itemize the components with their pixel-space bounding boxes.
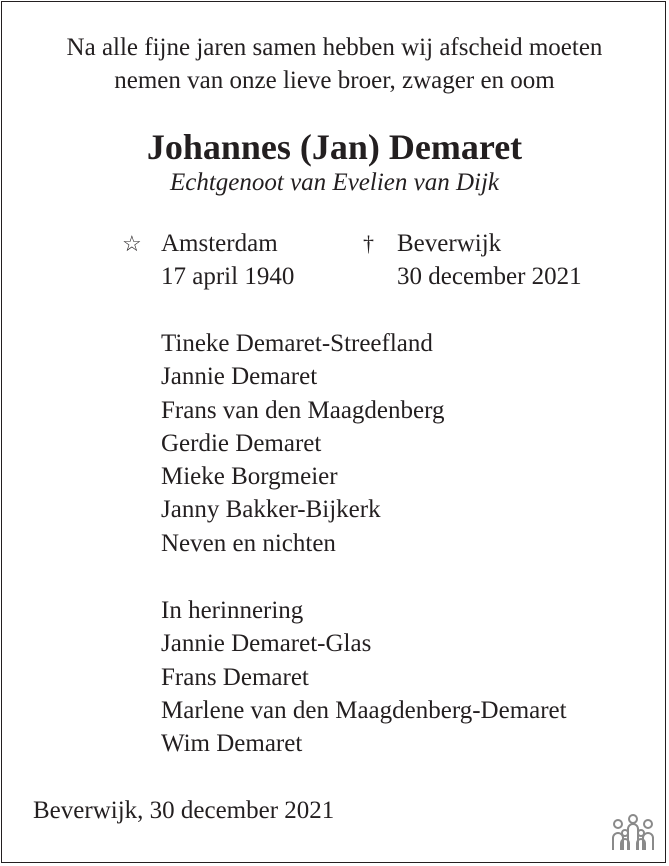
birth-date: 17 april 1940 xyxy=(161,263,295,290)
family-member: Frans van den Maagdenberg xyxy=(161,396,445,424)
memoriam-list xyxy=(161,594,567,760)
birth-star-icon: ☆ xyxy=(122,231,142,256)
deceased-subtitle: Echtgenoot van Evelien van Dijk xyxy=(169,169,500,196)
memoriam-name: Jannie Demaret-Glas xyxy=(161,630,372,658)
memoriam-heading: In herinnering xyxy=(161,597,304,624)
death-date: 30 december 2021 xyxy=(397,263,582,290)
family-member: Neven en nichten xyxy=(161,529,336,557)
family-member: Jannie Demaret xyxy=(161,363,318,391)
deceased-name: Johannes (Jan) Demaret xyxy=(146,127,523,167)
family-member: Janny Bakker-Bijkerk xyxy=(161,496,381,524)
memoriam-name: Frans Demaret xyxy=(161,663,309,691)
family-list xyxy=(161,327,444,560)
memoriam-name: Wim Demaret xyxy=(161,730,303,758)
death-cross-icon: † xyxy=(363,231,374,256)
family-member: Gerdie Demaret xyxy=(161,429,322,457)
birth-place: Amsterdam xyxy=(161,230,278,257)
footer-place-date: Beverwijk, 30 december 2021 xyxy=(33,797,335,824)
death-place: Beverwijk xyxy=(397,230,502,257)
family-member: Tineke Demaret-Streefland xyxy=(161,330,433,357)
people-group-icon xyxy=(610,812,656,852)
intro-line-1: Na alle fijne jaren samen hebben wij afscheid moeten xyxy=(66,34,603,61)
intro-text xyxy=(0,31,669,97)
family-member: Mieke Borgmeier xyxy=(161,463,338,491)
memoriam-name: Marlene van den Maagdenberg-Demaret xyxy=(161,696,567,724)
intro-line-2: nemen van onze lieve broer, zwager en oom xyxy=(114,67,555,94)
